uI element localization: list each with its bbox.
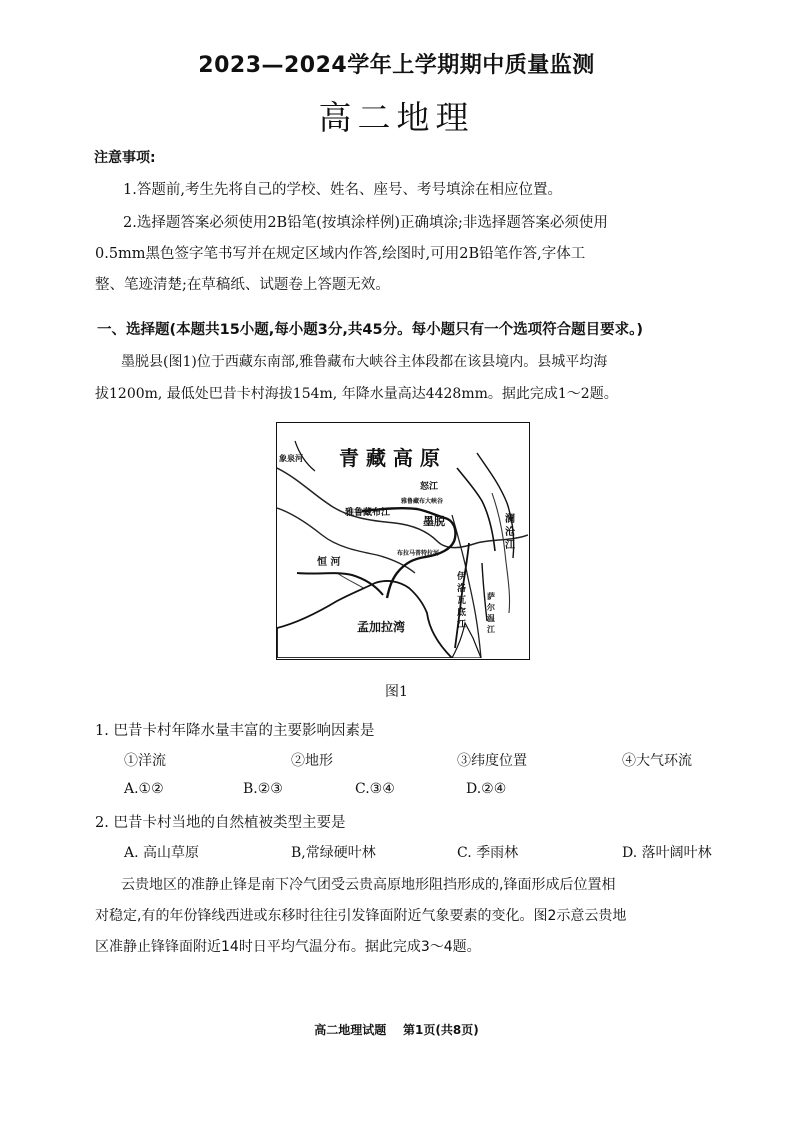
nu-river [457, 468, 495, 551]
map-label-brahmaputra: 布拉马普特拉河 [397, 550, 440, 557]
notice-heading: 注意事项: [94, 150, 156, 166]
page-footer: 高二地理试题 第1页(共8页) [314, 1023, 479, 1037]
passage1-line-2: 拔1200m, 最低处巴昔卡村海拔154m, 年降水量高达4428mm。据此完成1～2题。 [95, 386, 618, 402]
map-label-bay: 孟加拉湾 [357, 620, 406, 634]
q2-option-d[interactable]: D. 落叶阔叶林 [622, 845, 712, 861]
notice-line-1: 1.答题前,考生先将自己的学校、姓名、座号、考号填涂在相应位置。 [123, 182, 562, 198]
question-1-stem: 1. 巴昔卡村年降水量丰富的主要影响因素是 [95, 723, 375, 739]
question-2-stem: 2. 巴昔卡村当地的自然植被类型主要是 [95, 815, 346, 831]
map-label-irrawaddy: 伊洛瓦底江 [457, 572, 467, 630]
map-label-nujiang: 怒江 [420, 482, 439, 492]
map-label-lancang: 澜沧江 [505, 514, 515, 551]
exam-title: 2023—2024学年上学期期中质量监测 [198, 53, 595, 78]
q1-factor-3: ③纬度位置 [457, 753, 527, 769]
map-label-salween: 萨尔温江 [487, 592, 495, 634]
notice-line-3: 0.5mm黑色签字笔书写并在规定区域内作答,绘图时,可用2B铅笔作答,字体工 [95, 246, 586, 262]
q1-factor-4: ④大气环流 [622, 753, 692, 769]
map-label-canyon: 雅鲁藏布大峡谷 [401, 498, 444, 505]
q2-option-b[interactable]: B,常绿硬叶林 [291, 845, 376, 861]
q2-option-c[interactable]: C. 季雨林 [457, 845, 519, 861]
map-label-yarlung: 雅鲁藏布江 [345, 508, 391, 518]
q2-option-a[interactable]: A. 高山草原 [124, 845, 200, 861]
notice-line-2: 2.选择题答案必须使用2B铅笔(按填涂样例)正确填涂;非选择题答案必须使用 [123, 215, 608, 231]
passage2-line-2: 对稳定,有的年份锋线西进或东移时往往引发锋面附近气象要素的变化。图2示意云贵地 [95, 908, 627, 924]
section-heading: 一、选择题(本题共15小题,每小题3分,共45分。每小题只有一个选项符合题目要求。) [97, 322, 643, 338]
q1-option-a[interactable]: A.①② [124, 781, 164, 797]
q1-factor-2: ②地形 [291, 753, 333, 769]
passage2-line-1: 云贵地区的准静止锋是南下冷气团受云贵高原地形阻挡形成的,锋面形成后位置相 [121, 877, 616, 893]
subject-title: 高二地理 [318, 98, 475, 137]
figure1-map [276, 422, 530, 660]
passage2-line-3: 区准静止锋锋面附近14时日平均气温分布。据此完成3～4题。 [95, 939, 481, 955]
q1-option-c[interactable]: C.③④ [355, 781, 395, 797]
passage1-line-1: 墨脱县(图1)位于西藏东南部,雅鲁藏布大峡谷主体段都在该县境内。县城平均海 [121, 354, 608, 370]
map-label-plateau: 青 藏 高 原 [339, 446, 440, 470]
notice-line-4: 整、笔迹清楚;在草稿纸、试题卷上答题无效。 [95, 277, 390, 293]
map-label-medog: 墨脱 [423, 515, 445, 528]
q1-option-d[interactable]: D.②④ [466, 781, 507, 797]
figure1-caption: 图1 [385, 684, 408, 700]
q1-option-b[interactable]: B.②③ [243, 781, 283, 797]
q1-factor-1: ①洋流 [124, 753, 166, 769]
map-label-xiangquan: 象泉河 [279, 454, 303, 463]
map-label-ganges: 恒 河 [317, 557, 341, 568]
